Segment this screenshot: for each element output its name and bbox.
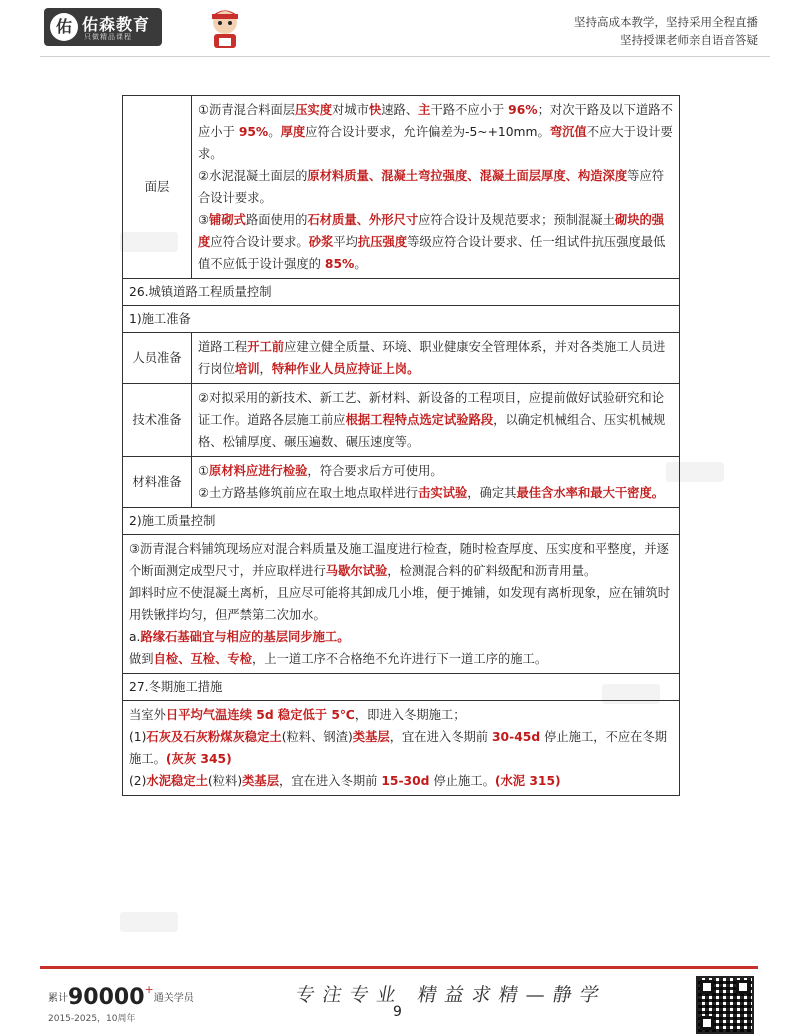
- row-label: 人员准备: [123, 333, 192, 384]
- brand-logo-icon: 佑: [50, 13, 78, 41]
- highlighted-text: 根据工程特点选定试验路段: [345, 413, 494, 427]
- text-segment: 速路、: [381, 103, 419, 117]
- table-row: [123, 457, 680, 508]
- text-segment: 应符合设计及规范要求；预制混凝土: [418, 213, 615, 227]
- footer-signature: 专注专业 精益求精—静学: [293, 984, 609, 1006]
- text-segment: ，宜在进入冬期前: [389, 730, 492, 744]
- highlighted-text: 击实试验: [418, 486, 468, 500]
- qr-corner: [700, 980, 714, 994]
- text-segment: ，上一道工序不合格绝不允许进行下一道工序的施工。: [252, 652, 548, 666]
- text-segment: 卸料时应不使混凝土离析，且应尽可能将其卸成几小堆，便于摊铺，如发现有离析现象，应在铺筑时用铁锹拌均匀，但严禁第二次加水。: [129, 586, 671, 622]
- highlighted-text: 培训: [234, 362, 260, 376]
- highlighted-text: (水泥 315): [494, 774, 561, 788]
- paragraph: [129, 626, 673, 648]
- highlighted-text: 砂浆: [308, 235, 334, 249]
- text-segment: 干路不应小于: [430, 103, 509, 117]
- header-divider: [40, 56, 770, 57]
- text-segment: 停止施工，不应在冬期施工。: [129, 730, 668, 766]
- highlighted-text: 最佳含水率和最大干密度。: [516, 486, 665, 500]
- table-row: [123, 701, 680, 796]
- qr-corner: [736, 980, 750, 994]
- footer-count-plus: +: [144, 983, 154, 996]
- highlighted-text: 自检、互检、专检: [153, 652, 252, 666]
- watermark-logo: [120, 912, 178, 932]
- table-row: [123, 333, 680, 384]
- row-label: 面层: [123, 96, 192, 279]
- highlighted-text: 铺砌式: [209, 213, 246, 227]
- paragraph: [198, 165, 673, 209]
- text-segment: ③沥青混合料铺筑现场应对混合料质量及施工温度进行检查，随时检查厚度、压实度和平整度，并逐个断面测定成型尺寸，并应取样进行: [129, 542, 669, 578]
- paragraph: [198, 336, 673, 380]
- footer-count-suffix: 通关学员: [153, 993, 194, 1004]
- text-segment: ③: [198, 213, 210, 227]
- row-content: [192, 384, 680, 457]
- text-segment: ②对拟采用的新技术、新工艺、新材料、新设备的工程项目，应提前做好试验研究和论证工作。道路各层施工前应: [198, 391, 665, 427]
- text-segment: 不应大于设计要求。: [198, 125, 673, 161]
- table-row: [123, 96, 680, 279]
- table-row: [123, 306, 680, 333]
- highlighted-text: 95%: [238, 125, 269, 139]
- footer-count-number: 90000: [68, 985, 145, 1010]
- highlighted-text: 原材料应进行检验: [209, 464, 308, 478]
- paragraph: [198, 209, 673, 275]
- text-segment: 。: [268, 125, 281, 139]
- highlighted-text: 15-30d: [381, 774, 430, 788]
- text-segment: ②水泥混凝土面层的: [198, 169, 308, 183]
- highlighted-text: 原材料质量、混凝土弯拉强度、混凝土面层厚度、构造深度: [307, 169, 628, 183]
- highlighted-text: 特种作业人员应持证上岗。: [271, 362, 420, 376]
- text-segment: 应建立健全质量、环境、职业健康安全管理体系，并对各类施工人员进行岗位: [198, 340, 666, 376]
- row-label: 技术准备: [123, 384, 192, 457]
- text-segment: 对城市: [332, 103, 369, 117]
- page-number: 9: [393, 1004, 402, 1020]
- mascot-icon: [205, 6, 245, 50]
- text-segment: (1): [129, 730, 147, 744]
- text-segment: 应符合设计要求，允许偏差为-5~+10mm。: [305, 125, 550, 139]
- text-segment: ；对次干路及以下道路不应小于: [198, 103, 673, 139]
- highlighted-text: 85%: [324, 257, 355, 271]
- row-content: [192, 333, 680, 384]
- table-row: [123, 384, 680, 457]
- text-segment: ①: [198, 464, 210, 478]
- footer-count-prefix: 累计: [48, 993, 68, 1004]
- table-row: [123, 508, 680, 535]
- paragraph: [129, 726, 673, 770]
- subsection-heading: 1)施工准备: [123, 306, 680, 333]
- text-segment: 路面使用的: [245, 213, 308, 227]
- highlighted-text: 砌块的强度: [198, 213, 665, 249]
- text-segment: 停止施工。: [429, 774, 495, 788]
- table-row: [123, 535, 680, 674]
- footer-divider: [40, 966, 758, 969]
- highlighted-text: 抗压强度: [357, 235, 408, 249]
- text-segment: a.: [129, 630, 141, 644]
- footer-student-count: [48, 983, 194, 1010]
- text-segment: 。: [354, 257, 367, 271]
- qr-corner: [700, 1016, 714, 1030]
- text-segment: (粒料、钢渣): [281, 730, 353, 744]
- page-header: [0, 0, 800, 58]
- table-row: [123, 279, 680, 306]
- qr-code-icon: [696, 976, 754, 1034]
- text-segment: 道路工程: [198, 340, 248, 354]
- highlighted-text: 弯沉值: [549, 125, 587, 139]
- brand-subtitle: 只做精品课程: [84, 33, 132, 41]
- table-row: [123, 674, 680, 701]
- brand-logo: [44, 8, 162, 46]
- highlighted-text: 厚度: [280, 125, 306, 139]
- paragraph: [129, 704, 673, 726]
- text-segment: ，符合要求后方可使用。: [307, 464, 443, 478]
- text-segment: ，确定其: [467, 486, 517, 500]
- highlighted-text: 快: [368, 103, 382, 117]
- row-content: [123, 701, 680, 796]
- text-segment: ，即进入冬期施工；: [354, 708, 466, 722]
- text-segment: (2): [129, 774, 147, 788]
- paragraph: [198, 387, 673, 453]
- slogan-line-1: 坚持高成本教学，坚持采用全程直播: [574, 15, 758, 29]
- row-content: [123, 535, 680, 674]
- highlighted-text: 96%: [508, 103, 538, 117]
- subsection-heading: 2)施工质量控制: [123, 508, 680, 535]
- highlighted-text: 主: [418, 103, 431, 117]
- row-content: [192, 96, 680, 279]
- text-segment: 等应符合设计要求。: [198, 169, 665, 205]
- paragraph: [198, 99, 673, 165]
- paragraph: [198, 460, 673, 482]
- paragraph: [129, 648, 673, 670]
- highlighted-text: 开工前: [247, 340, 285, 354]
- text-segment: (粒料): [207, 774, 243, 788]
- text-segment: ，: [259, 362, 272, 376]
- text-segment: 平均: [333, 235, 358, 249]
- highlighted-text: 水泥稳定土: [146, 774, 208, 788]
- highlighted-text: 路缘石基础宜与相应的基层同步施工。: [140, 630, 350, 644]
- highlighted-text: 30-45d: [492, 730, 541, 744]
- highlighted-text: 压实度: [295, 103, 333, 117]
- text-segment: ，宜在进入冬期前: [279, 774, 382, 788]
- text-segment: ，检测混合料的矿料级配和沥青用量。: [387, 564, 597, 578]
- content-table: [122, 95, 680, 796]
- paragraph: [198, 482, 673, 504]
- footer-years: 2015-2025，10周年: [48, 1014, 136, 1024]
- slogan-line-2: 坚持授课老师亲自语音答疑: [620, 33, 758, 47]
- highlighted-text: 石灰及石灰粉煤灰稳定土: [146, 730, 282, 744]
- highlighted-text: 马歇尔试验: [325, 564, 388, 578]
- section-heading: 27.冬期施工措施: [123, 674, 680, 701]
- text-segment: 做到: [129, 652, 154, 666]
- text-segment: ②土方路基修筑前应在取土地点取样进行: [198, 486, 419, 500]
- paragraph: [129, 770, 673, 792]
- paragraph: [129, 538, 673, 582]
- text-segment: ，以确定机械组合、压实机械规格、松铺厚度、碾压遍数、碾压速度等。: [198, 413, 666, 449]
- text-segment: 应符合设计要求。: [210, 235, 309, 249]
- row-content: [192, 457, 680, 508]
- highlighted-text: 日平均气温连续 5d 稳定低于 5℃: [165, 708, 355, 722]
- highlighted-text: 类基层: [242, 774, 280, 788]
- text-segment: 当室外: [129, 708, 166, 722]
- brand-name: 佑森教育: [82, 15, 151, 34]
- highlighted-text: 石材质量、外形尺寸: [307, 213, 419, 227]
- highlighted-text: (灰灰 345): [165, 752, 232, 766]
- highlighted-text: 类基层: [352, 730, 390, 744]
- text-segment: 等级应符合设计要求、任一组试件抗压强度最低值不应低于设计强度的: [198, 235, 666, 271]
- text-segment: ①沥青混合料面层: [198, 103, 296, 117]
- section-heading: 26.城镇道路工程质量控制: [123, 279, 680, 306]
- row-label: 材料准备: [123, 457, 192, 508]
- paragraph: [129, 582, 673, 626]
